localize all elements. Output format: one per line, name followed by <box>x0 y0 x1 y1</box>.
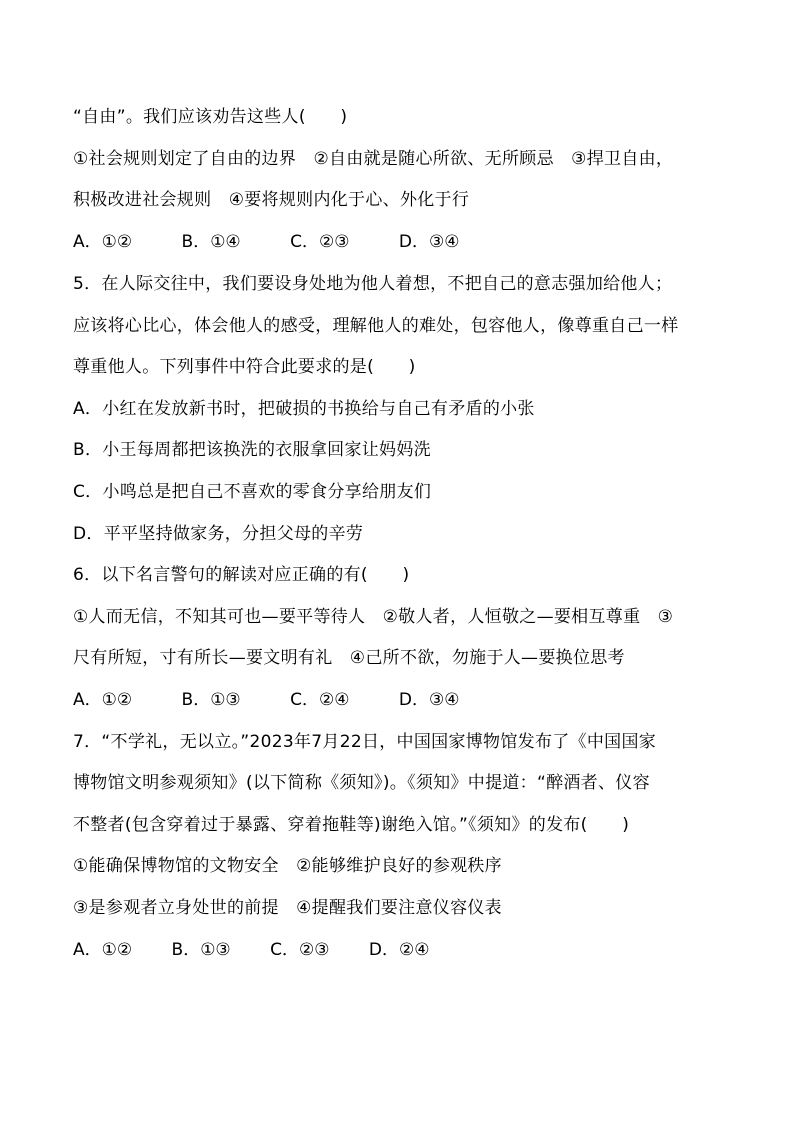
q6-stem: 6．以下名言警句的解读对应正确的有( ) <box>73 565 410 585</box>
q7-option-a: A．①② <box>73 940 133 960</box>
q6-option-d: D．③④ <box>398 690 460 710</box>
q7-stem-line2: 博物馆文明参观须知》(以下简称《须知》)。《须知》中提道：“醉酒者、仪容 <box>73 773 650 793</box>
q4-option-a: A．①② <box>73 232 133 252</box>
q7-option-d: D．②④ <box>368 940 430 960</box>
q6-statements-line1: ①人而无信，不知其可也—要平等待人 ②敬人者，人恒敬之—要相互尊重 ③ <box>73 607 674 627</box>
q6-option-a: A．①② <box>73 690 133 710</box>
q6-statements-line2: 尺有所短，寸有所长—要文明有礼 ④己所不欲，勿施于人—要换位思考 <box>73 648 625 668</box>
q7-statements-line1: ①能确保博物馆的文物安全 ②能够维护良好的参观秩序 <box>73 856 502 876</box>
q6-option-c: C．②④ <box>290 690 350 710</box>
q6-options <box>73 689 459 711</box>
q5-option-c: C．小鸣总是把自己不喜欢的零食分享给朋友们 <box>73 482 432 502</box>
q5-option-a: A．小红在发放新书时，把破损的书换给与自己有矛盾的小张 <box>73 399 535 419</box>
q5-stem-line2: 应该将心比心，体会他人的感受，理解他人的难处，包容他人，像尊重自己一样 <box>73 316 679 336</box>
q7-stem-line3: 不整者(包含穿着过于暴露、穿着拖鞋等)谢绝入馆。”《须知》的发布( ) <box>73 815 630 835</box>
q4-option-c: C．②③ <box>290 232 350 252</box>
q4-statements-line1: ①社会规则划定了自由的边界 ②自由就是随心所欲、无所顾忌 ③捍卫自由， <box>73 149 674 169</box>
q4-option-d: D．③④ <box>398 232 460 252</box>
q5-option-b: B．小王每周都把该换洗的衣服拿回家让妈妈洗 <box>73 440 431 460</box>
q7-options <box>73 939 429 961</box>
q5-option-d: D．平平坚持做家务，分担父母的辛劳 <box>73 524 364 544</box>
q4-options <box>73 231 459 253</box>
q6-option-b: B．①③ <box>181 690 241 710</box>
q7-option-b: B．①③ <box>171 940 231 960</box>
q5-stem-line3: 尊重他人。下列事件中符合此要求的是( ) <box>73 357 416 377</box>
q4-statements-line2: 积极改进社会规则 ④要将规则内化于心、外化于行 <box>73 190 470 210</box>
q7-stem-line1: 7．“不学礼，无以立。”2023年7月22日，中国国家博物馆发布了《中国国家 <box>73 732 657 752</box>
q4-stem-tail: “自由”。我们应该劝告这些人( ) <box>73 107 348 127</box>
q7-statements-line2: ③是参观者立身处世的前提 ④提醒我们要注意仪容仪表 <box>73 898 502 918</box>
q4-option-b: B．①④ <box>181 232 241 252</box>
q7-option-c: C．②③ <box>270 940 330 960</box>
q5-stem-line1: 5．在人际交往中，我们要设身处地为他人着想，不把自己的意志强加给他人； <box>73 274 673 294</box>
